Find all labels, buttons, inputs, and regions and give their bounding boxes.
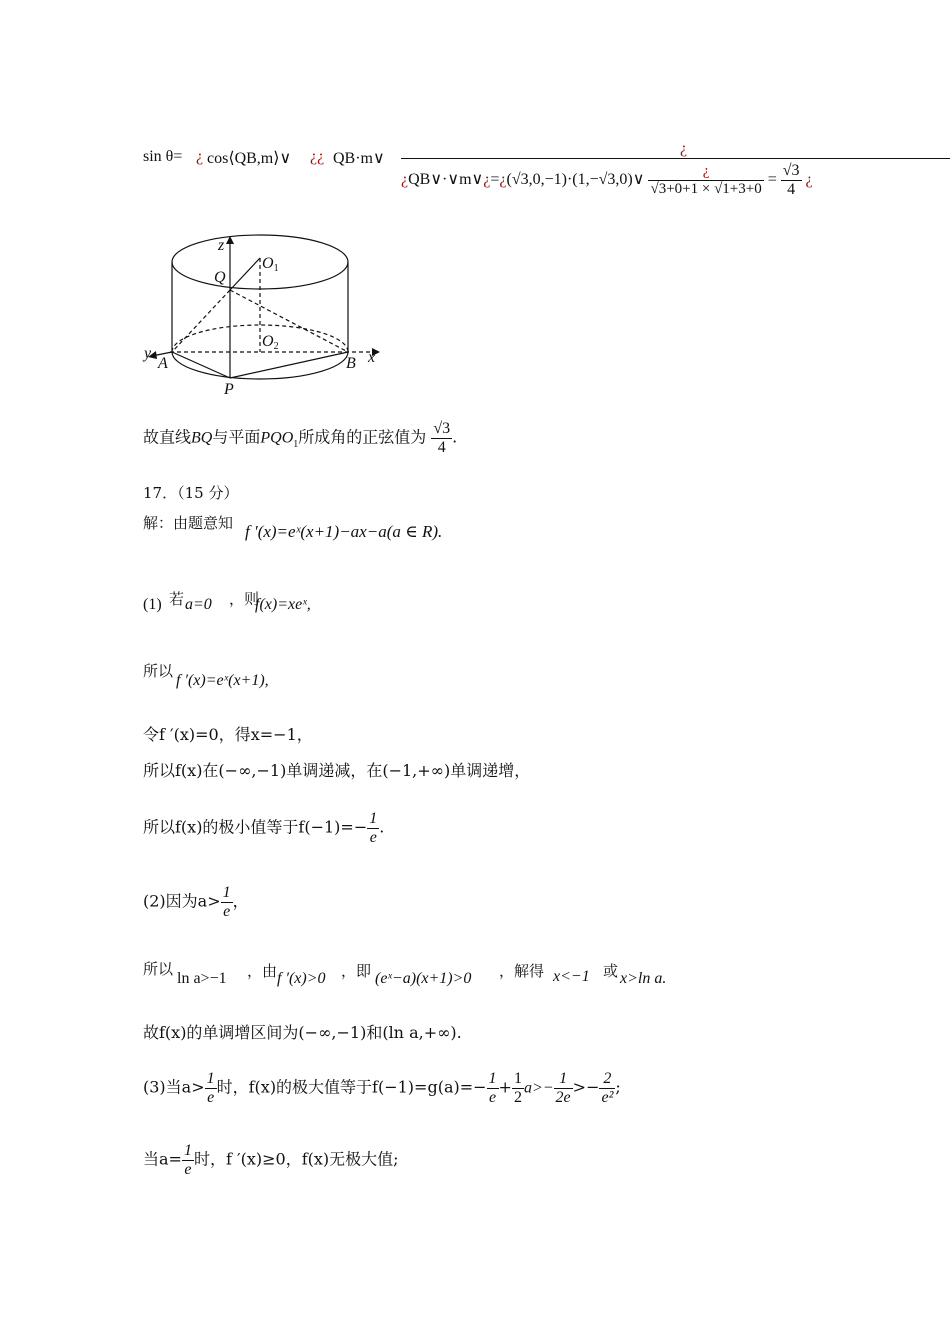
part3-frac-1: $\frac{1}{e}$ <box>206 1070 215 1106</box>
label-B: B <box>346 355 356 372</box>
part3-frac-5: $\frac{2}{\text{e²}}$ <box>601 1070 614 1106</box>
formula-cos: cos⟨QB,m⟩∨ <box>207 150 292 167</box>
result-fraction: $\frac{√3}{4}$ <box>782 162 800 198</box>
part2-line-b: 所以 ln a>−1 ，由 f ′(x)>0 ，即 (eˣ−a)(x+1)>0 ，解得 x<−1 或 x>ln a. <box>143 960 667 987</box>
part1-line-b: 所以 f ′(x)=eˣ(x+1), <box>143 662 269 689</box>
part1-line-c: 令f ′(x)=0，得x=−1， <box>143 725 313 744</box>
formula-dot: QB·m∨ <box>333 150 385 167</box>
inner-fraction: $\frac{¿}{√3+0+1 \times √1+3+0}$ <box>650 163 762 197</box>
label-O2: O2 <box>262 333 279 352</box>
part3-frac-6: $\frac{1}{e}$ <box>183 1142 192 1178</box>
formula-denominator: ¿QB∨·∨m∨¿=¿(√3,0,−1)·(1,−√3,0)∨ $\frac{¿}{√3+0+1 \times √1+3+0}$ = $\frac{√3}{4}$ ¿ <box>401 162 813 198</box>
conclusion-line: 故直线BQ与平面$PQO_1$所成角的正弦值为 $\frac{√3}{4}$ . <box>143 420 458 456</box>
problem-intro: 解：由题意知 <box>143 514 234 532</box>
part1-line-e: 所以f(x)的极小值等于f(−1)=− $\frac{1}{e}$ . <box>143 810 385 846</box>
segment-AP <box>172 352 230 378</box>
label-x: x <box>368 349 376 366</box>
cylinder-figure <box>140 230 390 400</box>
segment-PB <box>230 352 348 378</box>
part1-line-a: (1) 若 a=0 ，则 f(x)=xeˣ, <box>143 590 311 613</box>
label-z: z <box>218 237 225 254</box>
segment-QA <box>172 290 230 352</box>
formula-glyph: ¿¿ <box>310 148 325 165</box>
segment-QO1 <box>230 258 260 290</box>
part3-frac-2: $\frac{1}{e}$ <box>488 1070 497 1106</box>
formula-glyph: ¿ <box>196 148 204 165</box>
formula-num-glyph: ¿ <box>680 140 688 157</box>
part3-line-b: 当a= $\frac{1}{e}$ 时，f ′(x)≥0，f(x)无极大值; <box>143 1142 399 1178</box>
segment-QB <box>230 290 348 352</box>
problem-header: 17．（15 分） <box>143 484 239 502</box>
label-y: y <box>144 345 152 362</box>
label-A: A <box>158 355 168 372</box>
part3-line-a: (3)当a> $\frac{1}{e}$ 时，f(x)的极大值等于f(−1)=g(a)=− $\frac{1}{e}$ + $\frac{1}{2}$ a>− $\frac{1}{2e}$ >− $\frac{2}{\text{e²}}$ ; <box>143 1070 621 1106</box>
part3-frac-3: $\frac{1}{2}$ <box>513 1070 522 1106</box>
label-Q: Q <box>214 269 226 286</box>
part1-fraction: $\frac{1}{e}$ <box>369 810 378 846</box>
conclusion-fraction: $\frac{√3}{4}$ <box>433 420 451 456</box>
part2-line-c: 故f(x)的单调增区间为(−∞,−1)和(ln a,+∞). <box>143 1023 462 1042</box>
label-P: P <box>224 381 234 398</box>
bottom-front-arc <box>172 352 348 379</box>
problem-derivative: f ′(x)=eˣ(x+1)−ax−a(a ∈ R). <box>245 522 443 541</box>
formula-line <box>143 140 950 220</box>
label-O1: O1 <box>262 255 279 274</box>
part2-fraction: $\frac{1}{e}$ <box>222 884 231 920</box>
formula-fraction-bar <box>401 158 950 159</box>
part3-frac-4: $\frac{1}{2e}$ <box>555 1070 571 1106</box>
part1-line-d: 所以f(x)在(−∞,−1)单调递减，在(−1,+∞)单调递增， <box>143 761 531 780</box>
formula-lhs: sin θ= <box>143 148 183 165</box>
part2-line-a: (2)因为a> $\frac{1}{e}$ ， <box>143 884 249 920</box>
